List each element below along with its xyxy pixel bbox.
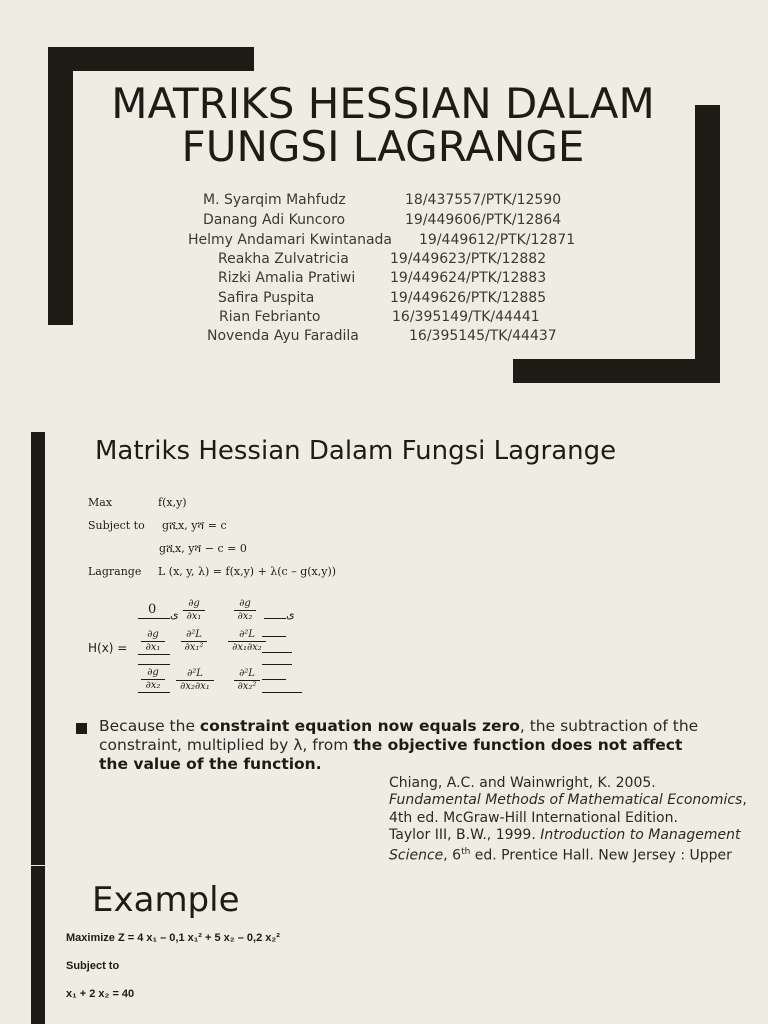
reference-1-line3: 4th ed. McGraw-Hill International Edition. bbox=[389, 809, 678, 826]
d2l-dx2dx1-fraction: $\frac{\text{∂²L}}{\text{∂x₂∂x₁}}$ bbox=[176, 668, 214, 693]
example-slide bbox=[0, 866, 768, 1024]
author-id: 16/395145/TK/44437 bbox=[409, 328, 557, 344]
reference-2-line1: Taylor III, B.W., 1999. Introduction to Management Science, 6th ed. Prentice Hall. New Jersey : Upper bbox=[389, 826, 741, 864]
paragraph-bold: constraint equation now equals zero bbox=[199, 717, 520, 735]
glyph-remnant: ی bbox=[286, 608, 295, 621]
dg-dx2-fraction: $\frac{\partial g}{\text{∂x₂}}$ bbox=[234, 598, 256, 623]
paragraph-bold: the objective function does not affect the value of the function. bbox=[99, 736, 683, 773]
subject-label: Subject to bbox=[66, 960, 120, 972]
reference-1-line1: Chiang, A.C. and Wainwright, K. 2005. bbox=[389, 775, 656, 791]
matrix-rule bbox=[262, 679, 286, 680]
author-name: M. Syarqim Mahfudz bbox=[203, 192, 346, 208]
frame-bottom-bar bbox=[513, 359, 720, 383]
author-id: 16/395149/TK/44441 bbox=[392, 309, 540, 325]
author-name: Reakha Zulvatricia bbox=[218, 251, 349, 267]
author-row bbox=[188, 232, 576, 250]
slide-left-bar bbox=[31, 866, 45, 1024]
dg-dx2-fraction: $\frac{\partial g}{\text{∂x₂}}$ bbox=[141, 667, 165, 692]
explanation-paragraph bbox=[99, 717, 709, 774]
author-row bbox=[203, 212, 562, 230]
author-name: Helmy Andamari Kwintanada bbox=[188, 232, 393, 248]
hessian-label: H(x) = bbox=[88, 641, 128, 655]
d2l-dx1dx2-fraction: $\frac{\text{∂²L}}{\text{∂x₁∂x₂}}$ bbox=[228, 629, 266, 654]
slide-title: Matriks Hessian Dalam Fungsi Lagrange bbox=[95, 436, 617, 466]
author-id: 19/449612/PTK/12871 bbox=[419, 232, 576, 248]
author-name: Novenda Ayu Faradila bbox=[207, 328, 359, 344]
lagrange-expression: L (x, y, λ) = f(x,y) + λ(c – g(x,y)) bbox=[158, 565, 337, 578]
matrix-rule bbox=[262, 664, 292, 665]
author-name: Rian Febrianto bbox=[219, 309, 321, 325]
author-row bbox=[218, 251, 547, 269]
author-id: 18/437557/PTK/12590 bbox=[405, 192, 562, 208]
author-row bbox=[218, 270, 547, 288]
constraint-expression: gሺx, yሻ = c bbox=[162, 519, 227, 532]
slide-title-line2: FUNGSI LAGRANGE bbox=[181, 122, 585, 171]
d2l-dx1sq-fraction: $\frac{\text{∂²L}}{\text{∂x₁²}}$ bbox=[181, 629, 207, 654]
slide-left-bar bbox=[31, 432, 45, 865]
author-row bbox=[203, 192, 562, 210]
slide-title-line1: MATRIKS HESSIAN DALAM bbox=[111, 79, 655, 128]
slide-title bbox=[60, 79, 706, 171]
dg-dx1-fraction: $\frac{\partial g}{\text{∂x₁}}$ bbox=[141, 629, 165, 654]
matrix-rule bbox=[138, 654, 170, 655]
bullet-square-icon bbox=[76, 723, 87, 734]
constraint-expression: x₁ + 2 x₂ = 40 bbox=[66, 988, 135, 1000]
hessian-slide bbox=[0, 432, 768, 865]
paragraph-text: , the subtraction of the constraint, multiplied by λ, from bbox=[99, 717, 699, 754]
matrix-rule bbox=[138, 664, 170, 665]
author-name: Safira Puspita bbox=[218, 290, 315, 306]
matrix-rule bbox=[262, 692, 302, 693]
frame-top-bar bbox=[48, 47, 254, 71]
lagrange-label: Lagrange bbox=[88, 565, 142, 578]
title-slide bbox=[0, 0, 768, 412]
slide-title: Example bbox=[92, 880, 240, 920]
matrix-rule bbox=[264, 618, 286, 619]
glyph-remnant: ی bbox=[170, 608, 179, 621]
matrix-rule bbox=[138, 692, 170, 693]
author-name: Danang Adi Kuncoro bbox=[203, 212, 346, 228]
author-name: Rizki Amalia Pratiwi bbox=[218, 270, 356, 286]
author-row bbox=[218, 290, 547, 308]
author-id: 19/449624/PTK/12883 bbox=[390, 270, 547, 286]
dg-dx1-fraction: $\frac{\partial g}{\text{∂x₁}}$ bbox=[183, 598, 205, 623]
matrix-rule bbox=[138, 618, 170, 619]
paragraph-text: Because the bbox=[99, 717, 200, 735]
matrix-rule bbox=[262, 636, 286, 637]
maximize-expression: Maximize Z = 4 x₁ – 0,1 x₁² + 5 x₂ – 0,2 x₂² bbox=[66, 932, 280, 944]
reference-1-line2: Fundamental Methods of Mathematical Economics, bbox=[389, 792, 747, 809]
matrix-zero: 0 bbox=[148, 602, 157, 617]
author-id: 19/449626/PTK/12885 bbox=[390, 290, 547, 306]
constraint-zero-expression: gሺx, yሻ − c = 0 bbox=[159, 542, 247, 555]
author-id: 19/449623/PTK/12882 bbox=[390, 251, 547, 267]
subject-label: Subject to bbox=[88, 519, 145, 532]
matrix-rule bbox=[262, 652, 292, 653]
author-row bbox=[219, 309, 540, 327]
max-expression: f(x,y) bbox=[158, 496, 187, 509]
d2l-dx2sq-fraction: $\frac{\text{∂²L}}{\text{∂x₂²}}$ bbox=[234, 668, 260, 693]
max-label: Max bbox=[88, 496, 113, 509]
author-row bbox=[207, 328, 557, 346]
author-id: 19/449606/PTK/12864 bbox=[405, 212, 562, 228]
